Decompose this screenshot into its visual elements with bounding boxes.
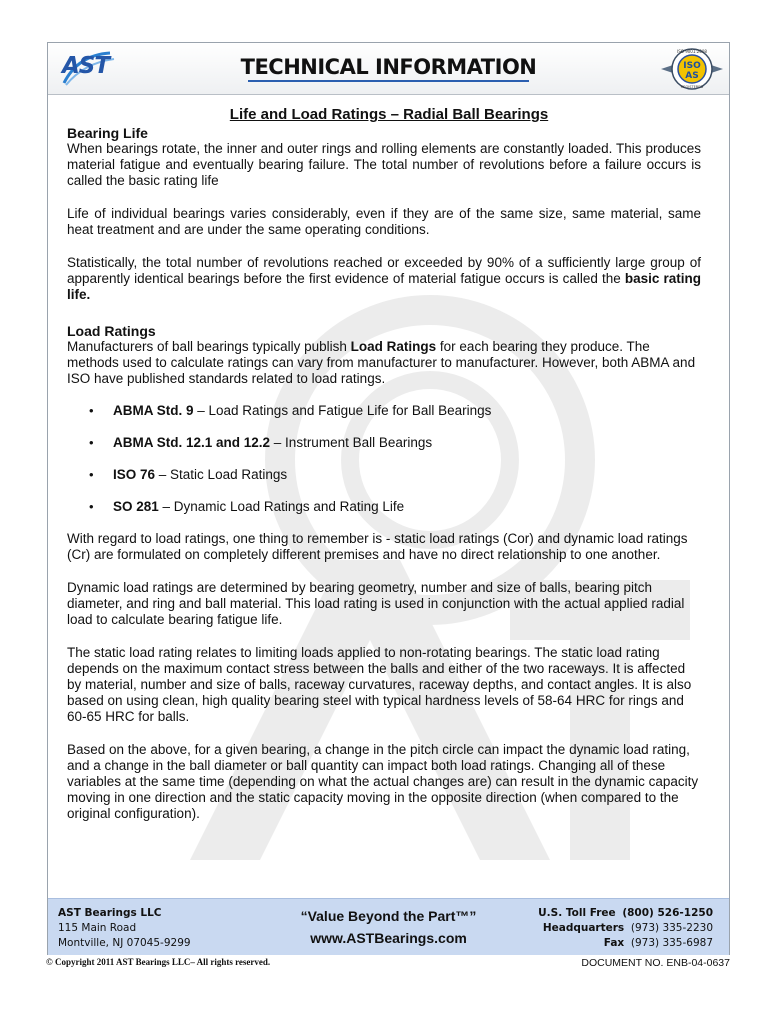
iso-seal-icon <box>659 47 725 91</box>
standards-list <box>67 403 701 515</box>
tollfree-number: (800) 526-1250 <box>622 907 713 919</box>
document-number: DOCUMENT NO. ENB-04-0637 <box>581 957 730 969</box>
paragraph: The static load rating relates to limiting loads applied to non-rotating bearings. The static load rating depends on the maximum contact stress between the balls and either of the two raceways. It is affected by material, number and size of balls, raceway curvatures, raceway depths, and contact angles. It is also based on using clean, high quality bearing steel with typical hardness levels of 58-64 HRC for rings and 60-65 HRC for balls. <box>67 645 692 724</box>
fax-number: (973) 335-6987 <box>630 937 713 949</box>
document-body <box>67 104 701 822</box>
address-line: Montville, NJ 07045-9299 <box>58 937 191 949</box>
title-underline <box>248 80 529 82</box>
slogan: “Value Beyond the Part™” <box>300 908 477 924</box>
svg-text:REGISTERED: REGISTERED <box>680 85 704 89</box>
paragraph: With regard to load ratings, one thing to remember is - static load ratings (Cor) and dynamic load ratings (Cr) are formulated on completely different premises and have no direct relationship to one another. <box>67 531 688 562</box>
list-item: • ABMA Std. 12.1 and 12.2 – Instrument Ball Bearings <box>89 435 433 450</box>
contact-numbers <box>538 906 713 951</box>
list-item: • ABMA Std. 9 – Load Ratings and Fatigue Life for Ball Bearings <box>89 403 492 418</box>
list-item: • ISO 76 – Static Load Ratings <box>89 467 288 482</box>
company-name: AST Bearings LLC <box>58 907 162 919</box>
website-link[interactable]: www.ASTBearings.com <box>310 930 467 946</box>
section-heading-bearing-life: Bearing Life <box>67 125 148 141</box>
page-header <box>48 43 729 95</box>
tollfree-label: U.S. Toll Free <box>538 907 616 919</box>
svg-text:AS: AS <box>685 71 699 81</box>
copyright-notice: © Copyright 2011 AST Bearings LLC– All rights reserved. <box>46 957 271 967</box>
paragraph: Statistically, the total number of revolutions reached or exceeded by 90% of a sufficiently large group of apparently identical bearings before the first evidence of material fatigue occurs is called the basic rating life. <box>67 255 701 302</box>
svg-text:ISO 9001:2008: ISO 9001:2008 <box>677 49 707 54</box>
logo: AST <box>62 53 110 79</box>
svg-text:ISO: ISO <box>683 61 701 71</box>
paragraph: When bearings rotate, the inner and outer rings and rolling elements are constantly loaded. This produces material fatigue and eventually bearing failure. The total number of revolutions before a failure occurs is called the basic rating life <box>67 141 701 188</box>
hq-number: (973) 335-2230 <box>630 922 713 934</box>
paragraph: Life of individual bearings varies considerably, even if they are of the same size, same material, same heat treatment and are under the same operating conditions. <box>67 206 701 237</box>
bold-term: basic rating life. <box>67 271 701 302</box>
page-footer <box>48 898 729 955</box>
document-title: Life and Load Ratings – Radial Ball Bearings <box>229 106 549 123</box>
section-heading-load-ratings: Load Ratings <box>67 323 156 339</box>
bold-term: Load Ratings <box>350 339 437 354</box>
address-line: 115 Main Road <box>58 922 137 934</box>
hq-label: Headquarters <box>542 922 625 934</box>
paragraph: Dynamic load ratings are determined by bearing geometry, number and size of balls, bearing pitch diameter, and ring and ball material. This load rating is used in conjunction with the actual applied radial load to calculate bearing fatigue life. <box>67 580 685 627</box>
header-title: TECHNICAL INFORMATION <box>240 55 537 79</box>
fax-label: Fax <box>603 937 625 949</box>
paragraph: Manufacturers of ball bearings typically publish Load Ratings for each bearing they produce. The methods used to calculate ratings can vary from manufacturer to manufacturer. However, both ABMA and ISO have published standards related to load ratings. <box>67 339 696 386</box>
list-item: • SO 281 – Dynamic Load Ratings and Rating Life <box>89 499 405 514</box>
paragraph: Based on the above, for a given bearing, a change in the pitch circle can impact the dynamic load rating, and a change in the ball diameter or ball quantity can impact both load ratings. Changing all of these variables at the same time (depending on what the actual changes are) can result in the dynamic capacity moving in one direction and the static capacity moving in the opposite direction (when compared to the original configuration). <box>67 742 699 821</box>
